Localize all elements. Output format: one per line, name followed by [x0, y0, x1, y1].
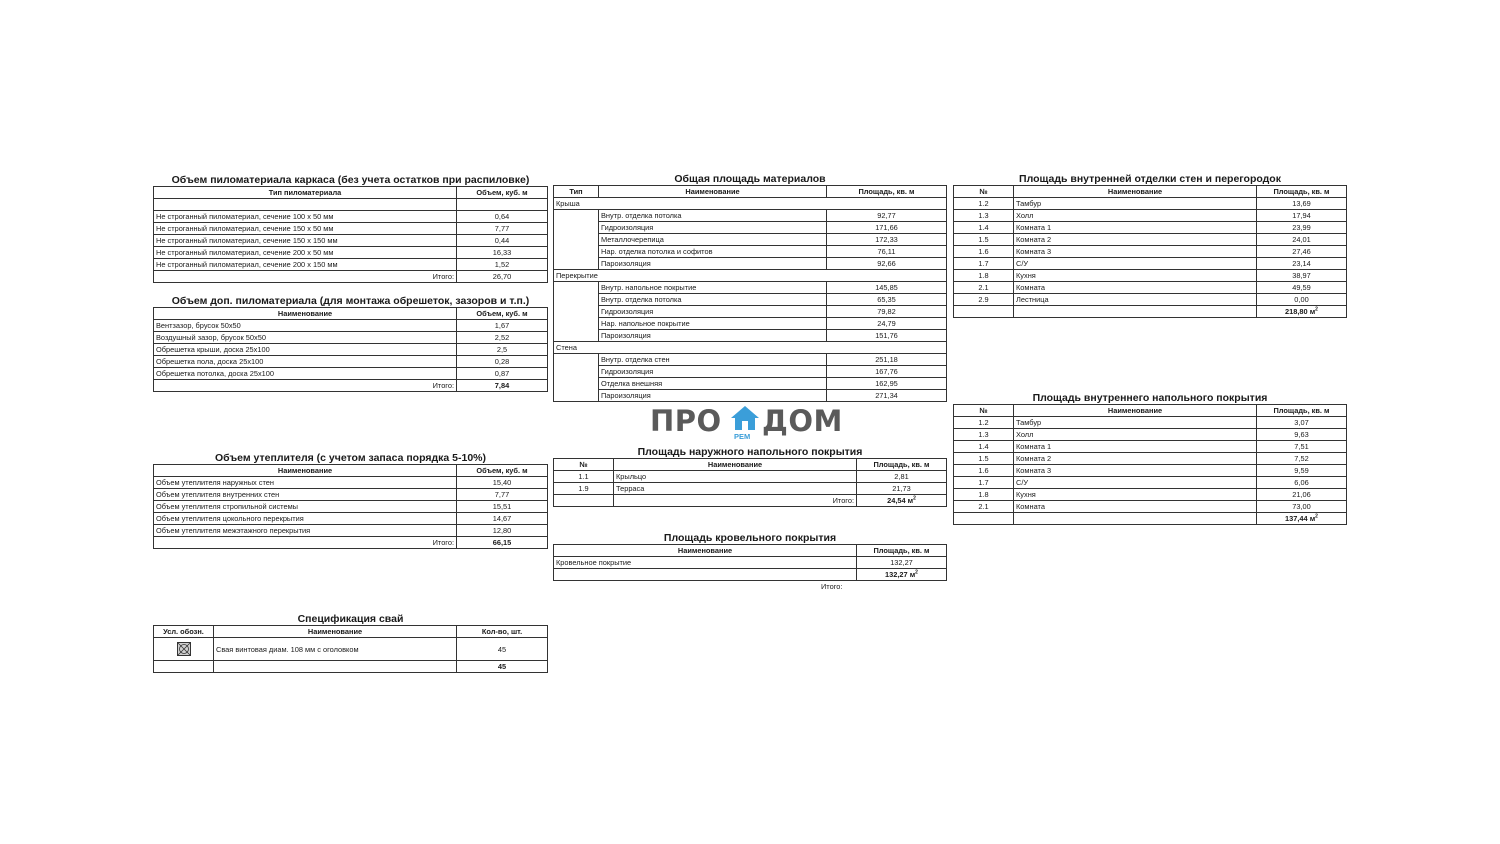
table-row	[954, 210, 1347, 222]
table-cell: 3,07	[1257, 417, 1347, 429]
table-cell: Комната 2	[1014, 234, 1257, 246]
col-no: №	[554, 459, 614, 471]
table-cell: Гидроизоляция	[599, 306, 827, 318]
roofing-table	[553, 544, 947, 581]
table-cell: 16,33	[457, 247, 548, 259]
table-cell: 171,66	[827, 222, 947, 234]
table-row	[554, 222, 947, 234]
table-cell: 1.2	[954, 198, 1014, 210]
logo-text-left: ПРО	[650, 404, 722, 438]
type-spacer	[554, 330, 599, 342]
total-label: Итого:	[154, 271, 457, 283]
table-cell: 15,51	[457, 501, 548, 513]
col-area: Площадь, кв. м	[857, 459, 947, 471]
logo-text-right: ДОМ	[762, 404, 843, 438]
table-row	[154, 235, 548, 247]
table-cell: 73,00	[1257, 501, 1347, 513]
table-row	[554, 246, 947, 258]
col-volume: Объем, куб. м	[457, 308, 548, 320]
spacer-row	[154, 199, 457, 211]
table-cell: 2,81	[857, 471, 947, 483]
table-cell: Терраса	[614, 483, 857, 495]
table-cell: Вентзазор, брусок 50х50	[154, 320, 457, 332]
table-cell: 7,77	[457, 223, 548, 235]
table-cell: Не строганный пиломатериал, сечение 150 х 150 мм	[154, 235, 457, 247]
table-cell: Не строганный пиломатериал, сечение 150 х 50 мм	[154, 223, 457, 235]
table-row	[954, 258, 1347, 270]
table-cell: Пароизоляция	[599, 390, 827, 402]
table-cell: Обрешетка пола, доска 25х100	[154, 356, 457, 368]
table-row	[554, 294, 947, 306]
type-spacer	[554, 210, 599, 222]
col-area: Площадь, кв. м	[827, 186, 947, 198]
table-row	[554, 378, 947, 390]
type-spacer	[554, 366, 599, 378]
group-row	[554, 342, 947, 354]
table-row	[954, 282, 1347, 294]
table-cell: 0,00	[1257, 294, 1347, 306]
table-cell: Объем утеплителя стропильной системы	[154, 501, 457, 513]
table-row	[154, 320, 548, 332]
table-cell: 14,67	[457, 513, 548, 525]
total-value: 66,15	[457, 537, 548, 549]
lumber-frame-title: Объем пиломатериала каркаса (без учета остатков при распиловке)	[171, 174, 530, 186]
table-cell: Обрешетка крыши, доска 25х100	[154, 344, 457, 356]
table-cell: Холл	[1014, 429, 1257, 441]
table-row	[954, 417, 1347, 429]
type-spacer	[554, 294, 599, 306]
col-volume: Объем, куб. м	[457, 465, 548, 477]
table-row	[154, 332, 548, 344]
roofing-block	[553, 532, 947, 591]
table-cell: 1.4	[954, 222, 1014, 234]
table-row	[954, 294, 1347, 306]
roofing-total-label: Итого:	[821, 582, 843, 591]
table-cell: 1.3	[954, 429, 1014, 441]
table-cell: 15,40	[457, 477, 548, 489]
table-cell: Внутр. напольное покрытие	[599, 282, 827, 294]
piles-table	[153, 625, 548, 673]
col-name: Наименование	[1014, 186, 1257, 198]
pile-name: Свая винтовая диам. 108 мм с оголовком	[214, 638, 457, 661]
table-cell: 27,46	[1257, 246, 1347, 258]
table-row	[154, 501, 548, 513]
outer-floor-table	[553, 458, 947, 507]
table-cell: Нар. отделка потолка и софитов	[599, 246, 827, 258]
table-cell: 7,77	[457, 489, 548, 501]
table-cell: 1.3	[954, 210, 1014, 222]
table-row	[954, 246, 1347, 258]
lumber-frame-table	[153, 186, 548, 283]
roofing-name: Кровельное покрытие	[554, 557, 857, 569]
table-cell: Пароизоляция	[599, 258, 827, 270]
table-cell: Крыльцо	[614, 471, 857, 483]
col-name: Наименование	[1014, 405, 1257, 417]
group-type-label: Перекрытие	[554, 270, 947, 282]
house-icon	[730, 405, 760, 431]
table-row	[154, 247, 548, 259]
roofing-area: 132,27	[857, 557, 947, 569]
group-type-label: Стена	[554, 342, 947, 354]
table-cell: 167,76	[827, 366, 947, 378]
table-cell: Комната	[1014, 282, 1257, 294]
table-cell: 2,5	[457, 344, 548, 356]
table-cell: 1.8	[954, 489, 1014, 501]
table-cell: Комната	[1014, 501, 1257, 513]
table-row	[154, 477, 548, 489]
table-cell: 2.1	[954, 501, 1014, 513]
table-cell: 1.8	[954, 270, 1014, 282]
table-cell: 38,97	[1257, 270, 1347, 282]
table-cell: 1.6	[954, 465, 1014, 477]
table-cell: 17,94	[1257, 210, 1347, 222]
lumber-extra-block	[153, 295, 548, 392]
table-row	[554, 330, 947, 342]
col-no: №	[954, 186, 1014, 198]
table-cell: 0,44	[457, 235, 548, 247]
total-value: 218,80 $м^2$	[1257, 306, 1347, 318]
table-row	[554, 354, 947, 366]
table-cell: Не строганный пиломатериал, сечение 200 х 150 мм	[154, 259, 457, 271]
inner-floor-title: Площадь внутреннего напольного покрытия	[1032, 392, 1268, 404]
outer-floor-rows	[554, 471, 947, 495]
pile-symbol-cell	[154, 638, 214, 661]
table-row	[154, 211, 548, 223]
table-row	[154, 525, 548, 537]
col-volume: Объем, куб. м	[457, 187, 548, 199]
table-cell: Пароизоляция	[599, 330, 827, 342]
pile-qty: 45	[457, 638, 548, 661]
table-cell: 24,01	[1257, 234, 1347, 246]
table-row	[954, 465, 1347, 477]
type-spacer	[554, 222, 599, 234]
lumber-frame-block	[153, 174, 548, 283]
table-cell: Не строганный пиломатериал, сечение 200 х 50 мм	[154, 247, 457, 259]
group-row	[554, 198, 947, 210]
table-row	[954, 453, 1347, 465]
col-lumber-type: Тип пиломатериала	[154, 187, 457, 199]
total-value: 7,84	[457, 380, 548, 392]
inner-floor-rows	[954, 417, 1347, 513]
table-row	[554, 483, 947, 495]
table-cell: 23,14	[1257, 258, 1347, 270]
table-cell: 162,95	[827, 378, 947, 390]
table-row	[954, 234, 1347, 246]
table-row	[154, 344, 548, 356]
table-row	[154, 489, 548, 501]
table-cell: 21,06	[1257, 489, 1347, 501]
table-cell: Внутр. отделка потолка	[599, 210, 827, 222]
piles-title: Спецификация свай	[297, 613, 404, 625]
total-value: 132,27 $м^2$	[857, 569, 947, 581]
col-area: Площадь, кв. м	[1257, 405, 1347, 417]
table-cell: 24,79	[827, 318, 947, 330]
table-row	[554, 390, 947, 402]
inner-walls-block	[953, 173, 1347, 318]
col-qty: Кол-во, шт.	[457, 626, 548, 638]
total-label: Итого:	[154, 380, 457, 392]
table-row	[554, 234, 947, 246]
table-cell: 251,18	[827, 354, 947, 366]
table-row	[554, 318, 947, 330]
table-cell: 7,51	[1257, 441, 1347, 453]
pile-symbol-icon	[177, 642, 191, 656]
table-row	[954, 270, 1347, 282]
insulation-rows	[154, 477, 548, 537]
table-cell: 1.5	[954, 453, 1014, 465]
inner-floor-table	[953, 404, 1347, 525]
lumber-extra-title: Объем доп. пиломатериала (для монтажа обрешеток, зазоров и т.п.)	[171, 295, 530, 307]
table-cell: 1.9	[554, 483, 614, 495]
insulation-table	[153, 464, 548, 549]
table-cell: Комната 2	[1014, 453, 1257, 465]
table-cell: 6,06	[1257, 477, 1347, 489]
table-cell: 9,59	[1257, 465, 1347, 477]
table-cell: Комната 1	[1014, 441, 1257, 453]
logo-sub: РЕМ	[734, 432, 751, 441]
table-cell: 0,28	[457, 356, 548, 368]
table-row	[154, 368, 548, 380]
table-row	[954, 477, 1347, 489]
materials-block	[553, 173, 947, 402]
type-spacer	[554, 258, 599, 270]
table-cell: 1.1	[554, 471, 614, 483]
table-cell: 92,77	[827, 210, 947, 222]
table-cell: Объем утеплителя внутренних стен	[154, 489, 457, 501]
table-row	[554, 258, 947, 270]
table-row	[554, 366, 947, 378]
col-area: Площадь, кв. м	[857, 545, 947, 557]
insulation-title: Объем утеплителя (с учетом запаса порядка 5-10%)	[214, 452, 487, 464]
table-cell: Тамбур	[1014, 417, 1257, 429]
outer-floor-block	[553, 446, 947, 507]
materials-title: Общая площадь материалов	[674, 173, 826, 185]
table-row	[554, 210, 947, 222]
table-cell: 1.5	[954, 234, 1014, 246]
table-cell: Комната 1	[1014, 222, 1257, 234]
table-cell: 23,99	[1257, 222, 1347, 234]
table-cell: Нар. напольное покрытие	[599, 318, 827, 330]
group-type-label: Крыша	[554, 198, 947, 210]
total-label: Итого:	[154, 537, 457, 549]
table-cell: Отделка внешняя	[599, 378, 827, 390]
col-type: Тип	[554, 186, 599, 198]
materials-table	[553, 185, 947, 402]
type-spacer	[554, 318, 599, 330]
lumber-frame-rows	[154, 211, 548, 271]
type-spacer	[554, 306, 599, 318]
roofing-title: Площадь кровельного покрытия	[663, 532, 837, 544]
table-cell: 1.7	[954, 258, 1014, 270]
table-cell: 1.7	[954, 477, 1014, 489]
col-area: Площадь, кв. м	[1257, 186, 1347, 198]
total-value: 45	[457, 661, 548, 673]
type-spacer	[554, 234, 599, 246]
table-cell: Внутр. отделка потолка	[599, 294, 827, 306]
table-cell: 0,64	[457, 211, 548, 223]
table-cell: 2.1	[954, 282, 1014, 294]
table-cell: Объем утеплителя межэтажного перекрытия	[154, 525, 457, 537]
table-row	[554, 306, 947, 318]
materials-rows	[554, 198, 947, 402]
table-cell: 1.4	[954, 441, 1014, 453]
table-cell: 2,52	[457, 332, 548, 344]
table-row	[954, 501, 1347, 513]
piles-block	[153, 613, 548, 673]
total-value: 137,44 $м^2$	[1257, 513, 1347, 525]
table-cell: 1.6	[954, 246, 1014, 258]
insulation-block	[153, 452, 548, 549]
type-spacer	[554, 378, 599, 390]
table-row	[154, 513, 548, 525]
table-cell: 1,67	[457, 320, 548, 332]
col-symbol: Усл. обозн.	[154, 626, 214, 638]
total-value: 24,54 $м^2$	[857, 495, 947, 507]
table-cell: Кухня	[1014, 270, 1257, 282]
table-cell: Обрешетка потолка, доска 25х100	[154, 368, 457, 380]
table-cell: С/У	[1014, 477, 1257, 489]
table-cell: 151,76	[827, 330, 947, 342]
table-row	[954, 441, 1347, 453]
table-cell: 9,63	[1257, 429, 1347, 441]
table-row	[554, 471, 947, 483]
table-row	[554, 282, 947, 294]
table-cell: Тамбур	[1014, 198, 1257, 210]
table-cell: 0,87	[457, 368, 548, 380]
table-cell: 1,52	[457, 259, 548, 271]
table-cell: Внутр. отделка стен	[599, 354, 827, 366]
inner-walls-title: Площадь внутренней отделки стен и перегородок	[1019, 173, 1281, 185]
lumber-extra-rows	[154, 320, 548, 380]
col-name: Наименование	[214, 626, 457, 638]
table-cell: 172,33	[827, 234, 947, 246]
col-name: Наименование	[154, 465, 457, 477]
col-name: Наименование	[554, 545, 857, 557]
table-row	[154, 223, 548, 235]
table-cell: Холл	[1014, 210, 1257, 222]
table-cell: Гидроизоляция	[599, 366, 827, 378]
total-label: Итого:	[614, 495, 857, 507]
prodom-logo	[650, 404, 850, 444]
table-cell: 7,52	[1257, 453, 1347, 465]
table-row	[954, 198, 1347, 210]
table-cell: 2.9	[954, 294, 1014, 306]
table-cell: 49,59	[1257, 282, 1347, 294]
table-cell: 12,80	[457, 525, 548, 537]
table-row	[954, 429, 1347, 441]
type-spacer	[554, 282, 599, 294]
table-cell: Гидроизоляция	[599, 222, 827, 234]
table-cell: 76,11	[827, 246, 947, 258]
inner-walls-rows	[954, 198, 1347, 306]
table-row	[154, 356, 548, 368]
inner-walls-table	[953, 185, 1347, 318]
table-cell: Кухня	[1014, 489, 1257, 501]
col-name: Наименование	[154, 308, 457, 320]
table-cell: 65,35	[827, 294, 947, 306]
lumber-extra-table	[153, 307, 548, 392]
table-cell: 13,69	[1257, 198, 1347, 210]
table-cell: Объем утеплителя цокольного перекрытия	[154, 513, 457, 525]
total-value: 26,70	[457, 271, 548, 283]
outer-floor-title: Площадь наружного напольного покрытия	[637, 446, 863, 458]
table-cell: Металлочерепица	[599, 234, 827, 246]
table-row	[954, 489, 1347, 501]
table-cell: 1.2	[954, 417, 1014, 429]
table-cell: Воздушный зазор, брусок 50х50	[154, 332, 457, 344]
table-cell: 21,73	[857, 483, 947, 495]
table-cell: Комната 3	[1014, 465, 1257, 477]
inner-floor-block	[953, 392, 1347, 525]
table-cell: 145,85	[827, 282, 947, 294]
table-cell: 79,82	[827, 306, 947, 318]
type-spacer	[554, 246, 599, 258]
table-cell: 92,66	[827, 258, 947, 270]
group-row	[554, 270, 947, 282]
table-cell: Лестница	[1014, 294, 1257, 306]
table-cell: Не строганный пиломатериал, сечение 100 х 50 мм	[154, 211, 457, 223]
table-cell: Объем утеплителя наружных стен	[154, 477, 457, 489]
type-spacer	[554, 390, 599, 402]
table-row	[954, 222, 1347, 234]
table-cell: Комната 3	[1014, 246, 1257, 258]
table-cell: 271,34	[827, 390, 947, 402]
col-no: №	[954, 405, 1014, 417]
col-name: Наименование	[599, 186, 827, 198]
col-name: Наименование	[614, 459, 857, 471]
type-spacer	[554, 354, 599, 366]
table-row	[154, 259, 548, 271]
table-cell: С/У	[1014, 258, 1257, 270]
